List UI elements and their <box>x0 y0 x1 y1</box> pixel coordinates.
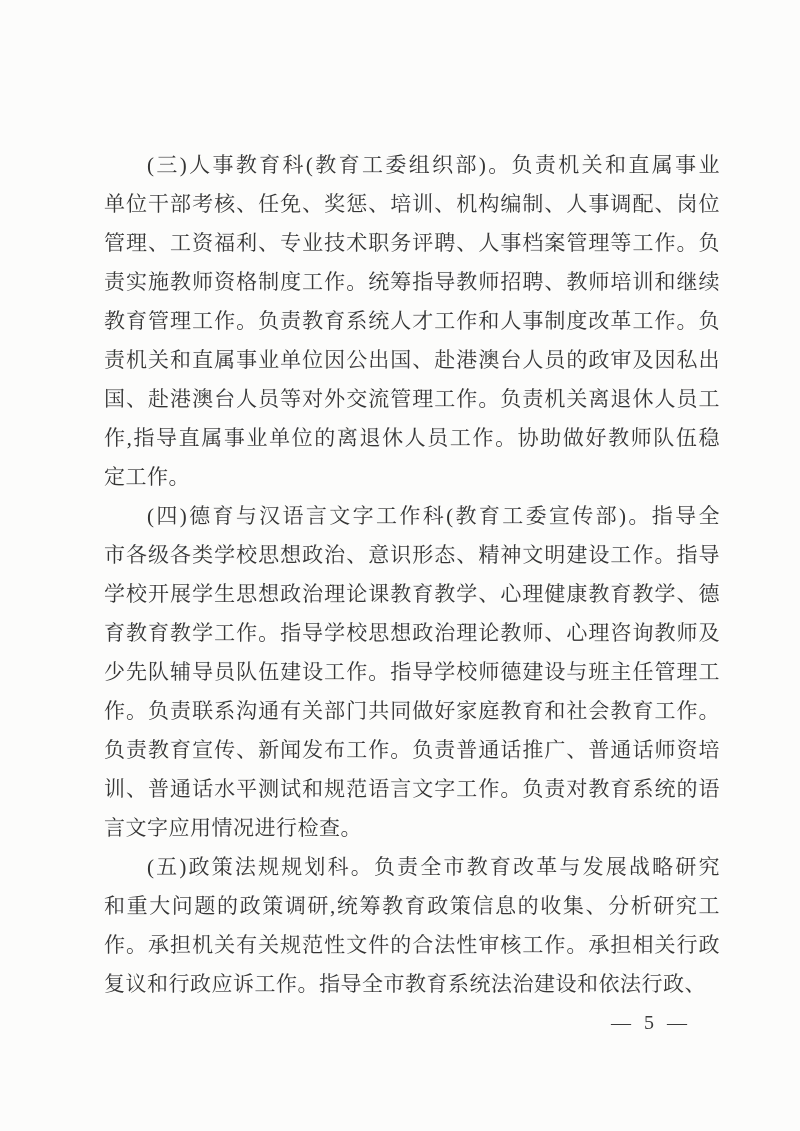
text-line: 负责教育宣传、新闻发布工作。负责普通话推广、普通话师资培 <box>104 738 720 762</box>
text-line: 育教育教学工作。指导学校思想政治理论教师、心理咨询教师及 <box>104 621 720 645</box>
paragraph-section-四 <box>104 497 720 848</box>
text-line: 作。承担机关有关规范性文件的合法性审核工作。承担相关行政 <box>104 933 720 957</box>
text-line: 作。负责联系沟通有关部门共同做好家庭教育和社会教育工作。 <box>104 699 720 723</box>
text-line: 定工作。 <box>104 465 190 489</box>
text-line: 学校开展学生思想政治理论课教育教学、心理健康教育教学、德 <box>104 582 720 606</box>
text-line: 训、普通话水平测试和规范语言文字工作。负责对教育系统的语 <box>104 777 720 801</box>
text-line: 和重大问题的政策调研,统筹教育政策信息的收集、分析研究工 <box>104 894 720 918</box>
text-line: 复议和行政应诉工作。指导全市教育系统法治建设和依法行政、 <box>104 972 706 996</box>
text-line: 少先队辅导员队伍建设工作。指导学校师德建设与班主任管理工 <box>104 660 720 684</box>
document-body <box>104 146 720 1004</box>
text-line: (三)人事教育科(教育工委组织部)。负责机关和直属事业 <box>147 153 720 177</box>
text-line: (四)德育与汉语言文字工作科(教育工委宣传部)。指导全 <box>147 504 720 528</box>
text-line: 责实施教师资格制度工作。统筹指导教师招聘、教师培训和继续 <box>104 270 720 294</box>
text-line: 管理、工资福利、专业技术职务评聘、人事档案管理等工作。负 <box>104 231 720 255</box>
text-line: 单位干部考核、任免、奖惩、培训、机构编制、人事调配、岗位 <box>104 192 720 216</box>
page-number: — 5 — <box>611 1012 688 1034</box>
text-line: 作,指导直属事业单位的离退休人员工作。协助做好教师队伍稳 <box>104 426 720 450</box>
text-line: 国、赴港澳台人员等对外交流管理工作。负责机关离退休人员工 <box>104 387 720 411</box>
text-line: 言文字应用情况进行检查。 <box>104 816 362 840</box>
text-line: (五)政策法规规划科。负责全市教育改革与发展战略研究 <box>147 855 720 879</box>
text-line: 责机关和直属事业单位因公出国、赴港澳台人员的政审及因私出 <box>104 348 720 372</box>
text-line: 教育管理工作。负责教育系统人才工作和人事制度改革工作。负 <box>104 309 720 333</box>
text-line: 市各级各类学校思想政治、意识形态、精神文明建设工作。指导 <box>104 543 720 567</box>
paragraph-section-五 <box>104 848 720 1004</box>
paragraph-section-三 <box>104 146 720 497</box>
